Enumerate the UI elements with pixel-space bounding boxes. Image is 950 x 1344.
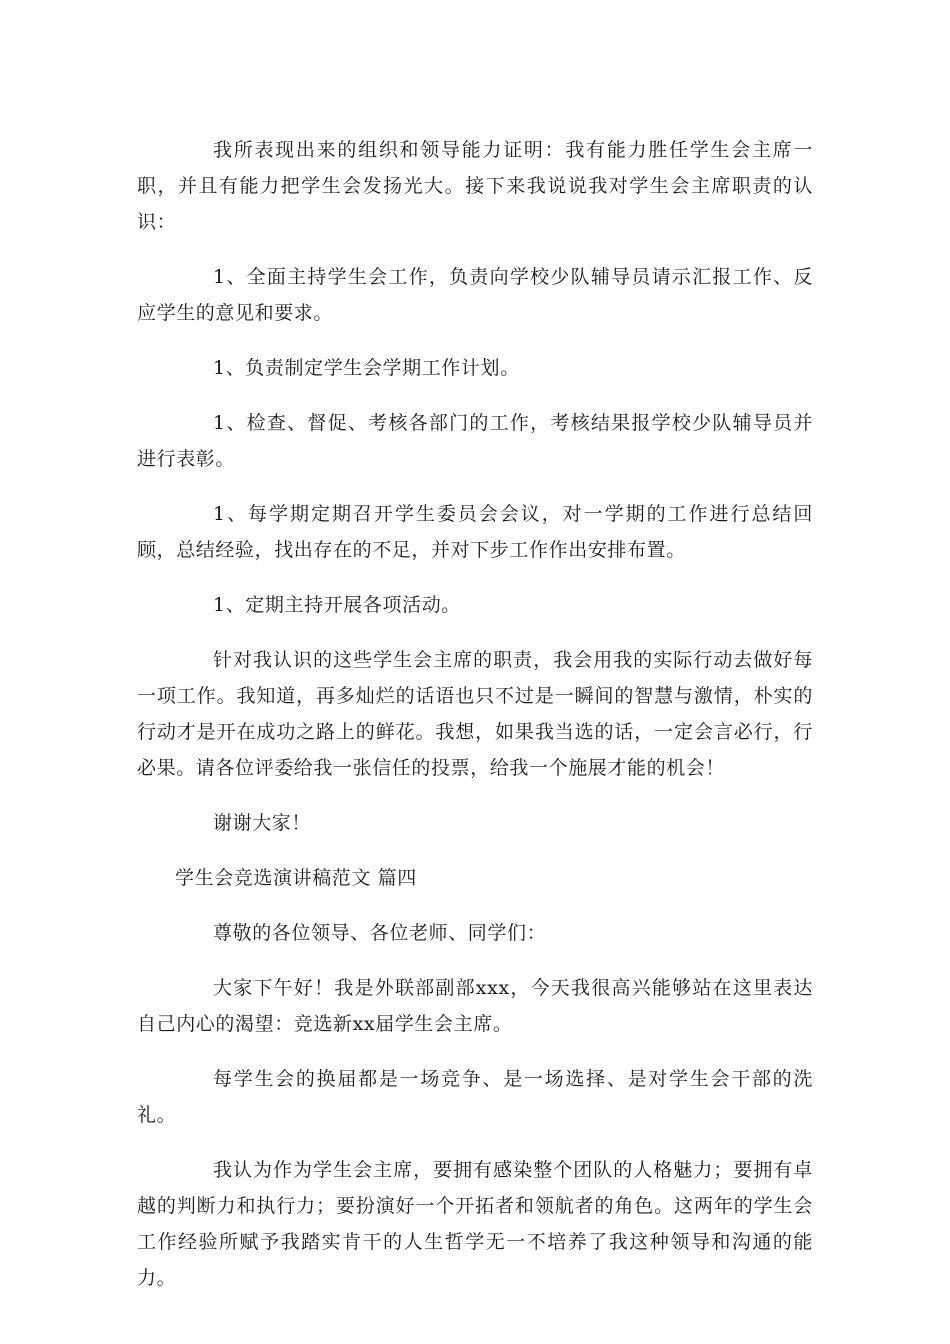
paragraph: 1、定期主持开展各项活动。 xyxy=(213,594,461,616)
paragraph: 谢谢大家！ xyxy=(213,812,312,834)
paragraph: 我认为作为学生会主席，要拥有感染整个团队的人格魅力；要拥有卓越的判断力和执行力；要扮演好一个开拓者和领航者的角色。这两年的学生会工作经验所赋予我踏实肯干的人生哲学无一不培养了我这种领导和沟通的能力。 xyxy=(137,1159,813,1289)
paragraph: 每学生会的换届都是一场竞争、是一场选择、是对学生会干部的洗礼。 xyxy=(137,1068,813,1126)
paragraph: 1、负责制定学生会学期工作计划。 xyxy=(213,357,520,379)
paragraph: 我所表现出来的组织和领导能力证明：我有能力胜任学生会主席一职，并且有能力把学生会发扬光大。接下来我说说我对学生会主席职责的认识： xyxy=(137,139,813,233)
document-body xyxy=(137,132,813,1296)
paragraph: 1、检查、督促、考核各部门的工作，考核结果报学校少队辅导员并进行表彰。 xyxy=(137,412,813,470)
paragraph: 尊敬的各位领导、各位老师、同学们： xyxy=(213,922,547,944)
paragraph: 1、每学期定期召开学生委员会会议，对一学期的工作进行总结回顾，总结经验，找出存在的不足，并对下步工作作出安排布置。 xyxy=(137,503,813,561)
paragraph: 1、全面主持学生会工作，负责向学校少队辅导员请示汇报工作、反应学生的意见和要求。 xyxy=(137,266,813,324)
section-heading: 学生会竞选演讲稿范文 篇四 xyxy=(175,867,417,889)
paragraph: 针对我认识的这些学生会主席的职责，我会用我的实际行动去做好每一项工作。我知道，再多灿烂的话语也只不过是一瞬间的智慧与激情，朴实的行动才是开在成功之路上的鲜花。我想，如果我当选的话，一定会言必行，行必果。请各位评委给我一张信任的投票，给我一个施展才能的机会！ xyxy=(137,649,813,779)
paragraph: 大家下午好！我是外联部副部xxx，今天我很高兴能够站在这里表达自己内心的渴望：竞选新xx届学生会主席。 xyxy=(137,977,813,1035)
